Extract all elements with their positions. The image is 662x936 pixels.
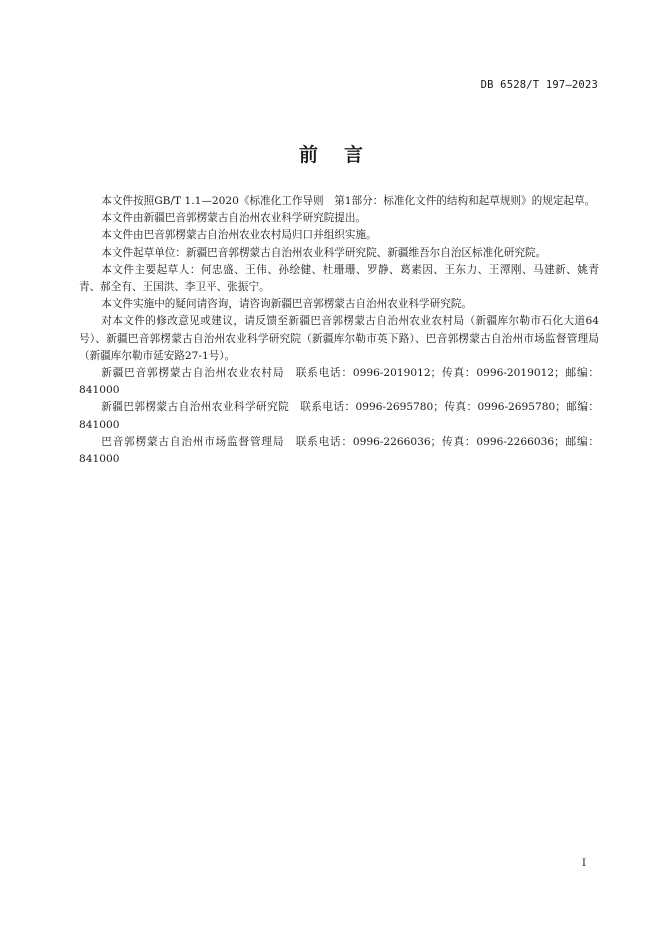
paragraph-drafters: 本文件主要起草人：何忠盛、王伟、孙绘健、杜珊珊、罗静、葛素因、王东力、王潭刚、马建新、姚青青、郝全有、王国洪、李卫平、张振宁。: [79, 263, 599, 294]
contact-agriculture-bureau: 新疆巴音郭楞蒙古自治州农业农村局 联系电话：0996-2019012；传真：0996-2019012；邮编：841000: [79, 367, 599, 397]
contact-academy: 新疆巴郭楞蒙古自治州农业科学研究院 联系电话：0996-2695780；传真：0996-2695780；邮编：841000: [79, 401, 599, 431]
paragraph-proposed-by: 本文件由新疆巴音郭楞蒙古自治州农业科学研究院提出。: [101, 212, 367, 225]
page-number: I: [582, 858, 586, 869]
document-code: DB 6528/T 197—2023: [480, 79, 598, 91]
page-title: 前言: [298, 144, 389, 166]
foreword-content: [79, 193, 599, 468]
paragraph-managed-by: 本文件由巴音郭楞蒙古自治州农业农村局归口并组织实施。: [101, 229, 377, 242]
contact-market-supervision: 巴音郭楞蒙古自治州市场监督管理局 联系电话：0996-2266036；传真：0996-2266036；邮编：841000: [79, 435, 599, 466]
paragraph-drafting-units: 本文件起草单位：新疆巴音郭楞蒙古自治州农业科学研究院、新疆维吾尔自治区标准化研究院。: [101, 246, 547, 259]
paragraph-feedback: 对本文件的修改意见或建议，请反馈至新疆巴音郭楞蒙古自治州农业农村局（新疆库尔勒市石化大道64号）、新疆巴音郭楞蒙古自治州农业科学研究院（新疆库尔勒市英下路）、巴音郭楞蒙古自治州市场监督管理局（新疆库尔勒市延安路27-1号）。: [79, 315, 599, 362]
paragraph-drafting-rules: 本文件按照GB/T 1.1—2020《标准化工作导则 第1部分：标准化文件的结构和起草规则》的规定起草。: [101, 195, 596, 207]
paragraph-inquiries: 本文件实施中的疑问请咨询，请咨询新疆巴音郭楞蒙古自治州农业科学研究院。: [101, 298, 473, 311]
